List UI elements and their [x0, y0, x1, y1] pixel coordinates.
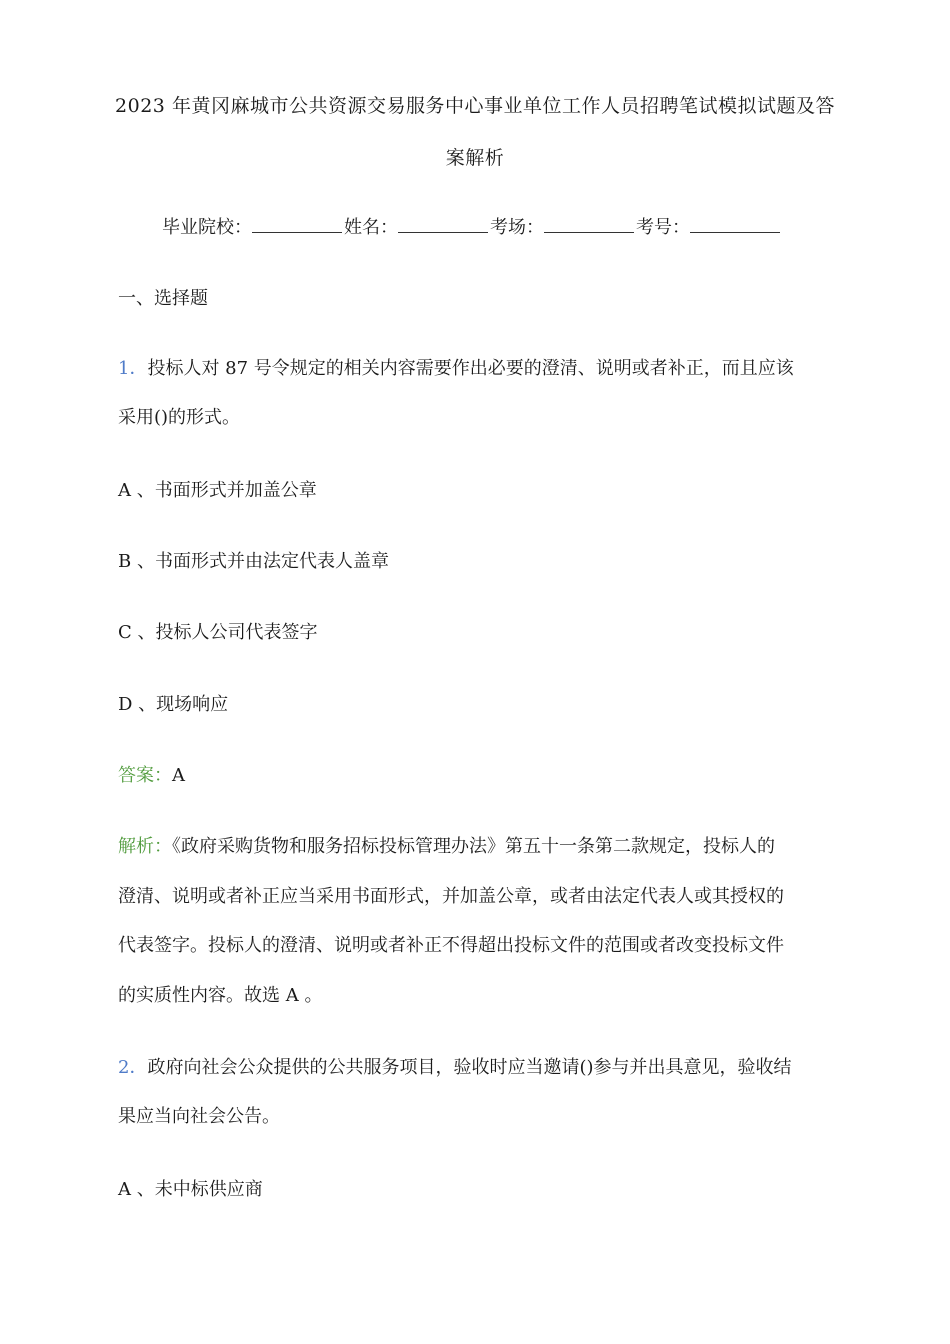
question-1-analysis-line-1: [118, 834, 775, 860]
answer-value: A: [172, 765, 185, 786]
school-label: 毕业院校：: [162, 217, 252, 238]
question-2-line-1: [118, 1055, 792, 1081]
name-label: 姓名：: [344, 217, 398, 238]
question-1-analysis-line-3: 代表签字。投标人的澄清、说明或者补正不得超出投标文件的范围或者改变投标文件: [118, 935, 784, 956]
analysis-label: 解析：: [118, 836, 172, 857]
document-title-line-1: 2023 年黄冈麻城市公共资源交易服务中心事业单位工作人员招聘笔试模拟试题及答: [115, 95, 835, 117]
question-2-line-2: 果应当向社会公告。: [118, 1106, 280, 1127]
question-1-analysis-line-2: 澄清、说明或者补正应当采用书面形式，并加盖公章，或者由法定代表人或其授权的: [118, 886, 784, 907]
school-blank: [252, 214, 342, 233]
name-blank: [398, 214, 488, 233]
question-1-analysis-line-4: 的实质性内容。故选 A 。: [118, 985, 323, 1006]
exam-room-label: 考场：: [490, 217, 544, 238]
question-2-number: 2．: [118, 1057, 148, 1078]
question-2-text-1: 政府向社会公众提供的公共服务项目，验收时应当邀请()参与并出具意见，验收结: [147, 1057, 792, 1078]
analysis-text-1: 《政府采购货物和服务招标投标管理办法》第五十一条第二款规定，投标人的: [172, 836, 775, 857]
question-2-option-a: A 、未中标供应商: [118, 1179, 263, 1200]
question-1-option-a: A 、书面形式并加盖公章: [118, 480, 317, 501]
question-1-number: 1．: [118, 358, 148, 379]
question-1-line-1: [118, 356, 794, 382]
exam-room-blank: [544, 214, 634, 233]
question-1-text-1: 投标人对 87 号令规定的相关内容需要作出必要的澄清、说明或者补正，而且应该: [147, 358, 794, 379]
question-1-line-2: 采用()的形式。: [118, 407, 241, 428]
question-1-option-d: D 、现场响应: [118, 694, 229, 715]
section-heading: 一、选择题: [118, 288, 208, 309]
exam-number-blank: [690, 214, 780, 233]
exam-number-label: 考号：: [636, 217, 690, 238]
candidate-info-fields: [162, 214, 782, 241]
document-title-line-2: 案解析: [445, 147, 505, 169]
question-1-option-b: B 、书面形式并由法定代表人盖章: [118, 551, 389, 572]
answer-label: 答案：: [118, 765, 172, 786]
question-1-answer: [118, 763, 185, 789]
question-1-option-c: C 、投标人公司代表签字: [118, 622, 318, 643]
